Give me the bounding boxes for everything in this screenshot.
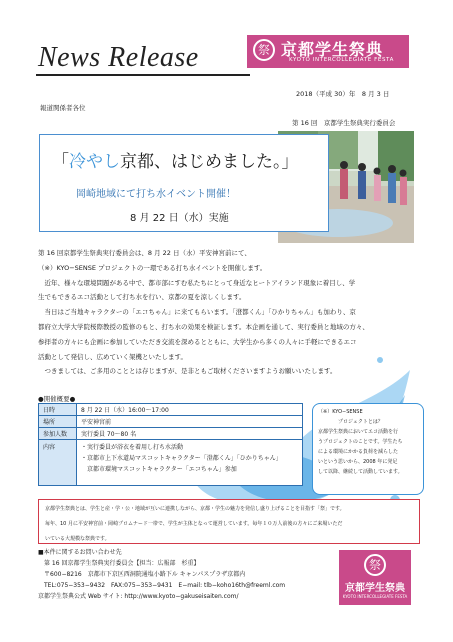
description-line: 毎年、10 月に平安神宮前・岡崎プロムナード一帯で、学生が主体となって運営しています。毎年１０万人前後の方々にご来場いただ: [45, 521, 343, 527]
content-line: 京都市環境マスコットキャラクター「エコちゃん」参加: [81, 466, 237, 473]
body-text: [38, 246, 428, 379]
table-row: [39, 428, 303, 440]
body-line: 活動として発信し、広めていく架機といたします。: [38, 352, 187, 361]
headline-subtitle: 岡崎地域にて打ち水イベント開催！: [76, 189, 236, 200]
body-line: 参拝者の方々にも企画に参加していただき交流を深めるとともに、大学生から多くの人々に手軽にできるエコ: [38, 337, 357, 346]
headline-highlight: 冷やし: [69, 152, 120, 172]
note-line: 京都学生祭典においてエコ活動を行: [318, 429, 399, 435]
release-date: 2018（平成 30）年 8 月 3 日: [296, 90, 390, 98]
table-row: [39, 404, 303, 416]
festival-mark-icon: 祭: [364, 554, 386, 576]
contact-info: [38, 547, 285, 602]
event-summary-title: ●開催概要●: [38, 395, 76, 403]
sender: 第 16 回 京都学生祭典実行委員会: [292, 119, 396, 127]
festival-logo-english: KYOTO INTERCOLLEGIATE FESTA: [342, 594, 408, 599]
note-line: プロジェクトとは？: [318, 419, 383, 425]
row-value: 平安神宮前: [77, 416, 303, 428]
headline-rest: 京都、はじめました。」: [120, 152, 299, 172]
body-line: 生でもできるエコ活動として打ち水を行い、京都の夏を涼しくします。: [38, 293, 246, 302]
festival-logo: [247, 35, 409, 68]
table-row: [39, 440, 303, 486]
row-value: 実行委員 70〜80 名: [77, 428, 303, 440]
note-line: による環境にかかる負荷を減らした: [318, 449, 399, 455]
description-line: いている大規模な祭典です。: [45, 536, 110, 542]
row-label: 内容: [39, 440, 77, 486]
row-value: [77, 440, 303, 486]
body-line: 第 16 回京都学生祭典実行委員会は、8 月 22 日（水）平安神宮前にて、: [38, 249, 251, 257]
description-line: 京都学生祭典とは、学生と産・学・公・地域が互いに連携しながら、京都・学生の魅力を発信し盛り上げることを目指す「祭」です。: [45, 506, 345, 512]
headline-prefix: 「: [52, 152, 69, 172]
news-release-title: News Release: [38, 42, 199, 73]
row-label: 参加人数: [39, 428, 77, 440]
body-line: （※）KYO−SENSE プロジェクトの一環である打ち水イベントを開催します。: [38, 263, 267, 272]
body-line: 都府立大学大学院桜際教授の監修のもと、打ち水の効果を検証します。本企画を通して、実行委員と地域の方々、: [38, 322, 369, 331]
festival-logo-name: 京都学生祭典: [281, 40, 384, 59]
contact-line: 第 16 回京都学生祭典実行委員会【担当：広報部 杉重】: [38, 560, 200, 567]
festival-logo-bottom: [339, 550, 411, 605]
body-line: 近年、様々な環境問題がある中で、都市部にすむ私たちにとって身近なヒートアイランド現象に着目し、学: [38, 278, 356, 287]
note-line: して以降、継続して活動しています。: [318, 469, 403, 475]
note-line: （※）KYO−SENSE: [318, 409, 363, 415]
content-line: ・京都市上下水道局マスコットキャラクター「澄都くん」「ひかりちゃん」: [81, 455, 282, 462]
note-line: うプロジェクトのことです。学生たち: [318, 439, 403, 445]
row-value: 8 月 22 日（水）16:00〜17:00: [77, 404, 303, 416]
addressee: 報道関係者各位: [40, 104, 86, 112]
headline-date: 8 月 22 日（水）実施: [130, 213, 229, 224]
contact-line: TEL:075−353−9432 FAX:075−353−9431 E−mail: tlb−koho16th@freeml.com: [38, 582, 286, 589]
contact-line: 京都学生祭典公式 Web サイト: http://www.kyoto−gakuseisaiten.com/: [38, 593, 239, 600]
note-line: いという思いから、2008 年に発足: [318, 459, 398, 465]
content-line: ・実行委員が浴衣を着用し打ち水活動: [81, 444, 184, 451]
kyo-sense-note: [312, 403, 424, 495]
contact-line: ■本件に関するお問い合わせ先: [38, 549, 122, 556]
contact-line: 〒600−8216 京都市下京区西洞院通塩小路下ル キャンパスプラザ京都内: [38, 571, 246, 578]
festival-description-box: [38, 499, 420, 544]
festival-logo-english: KYOTO INTERCOLLEGIATE FESTA: [289, 57, 394, 63]
row-label: 場所: [39, 416, 77, 428]
festival-logo-name: 京都学生祭典: [345, 583, 405, 594]
festival-mark-icon: 祭: [253, 39, 275, 61]
headline: [52, 147, 299, 172]
headline-box: [39, 134, 329, 232]
title-underline: [36, 74, 250, 76]
table-row: [39, 416, 303, 428]
body-line: 当日はご当地キャラクターの「エコちゃん」に来てもらいます。「澄都くん」「ひかりちゃん」も加わり、京: [38, 308, 356, 317]
body-line: つきましては、ご多用のこととは存じますが、是非ともご取材くださいますようお願いいたします。: [38, 367, 337, 376]
event-summary-table: [38, 403, 303, 486]
row-label: 日時: [39, 404, 77, 416]
